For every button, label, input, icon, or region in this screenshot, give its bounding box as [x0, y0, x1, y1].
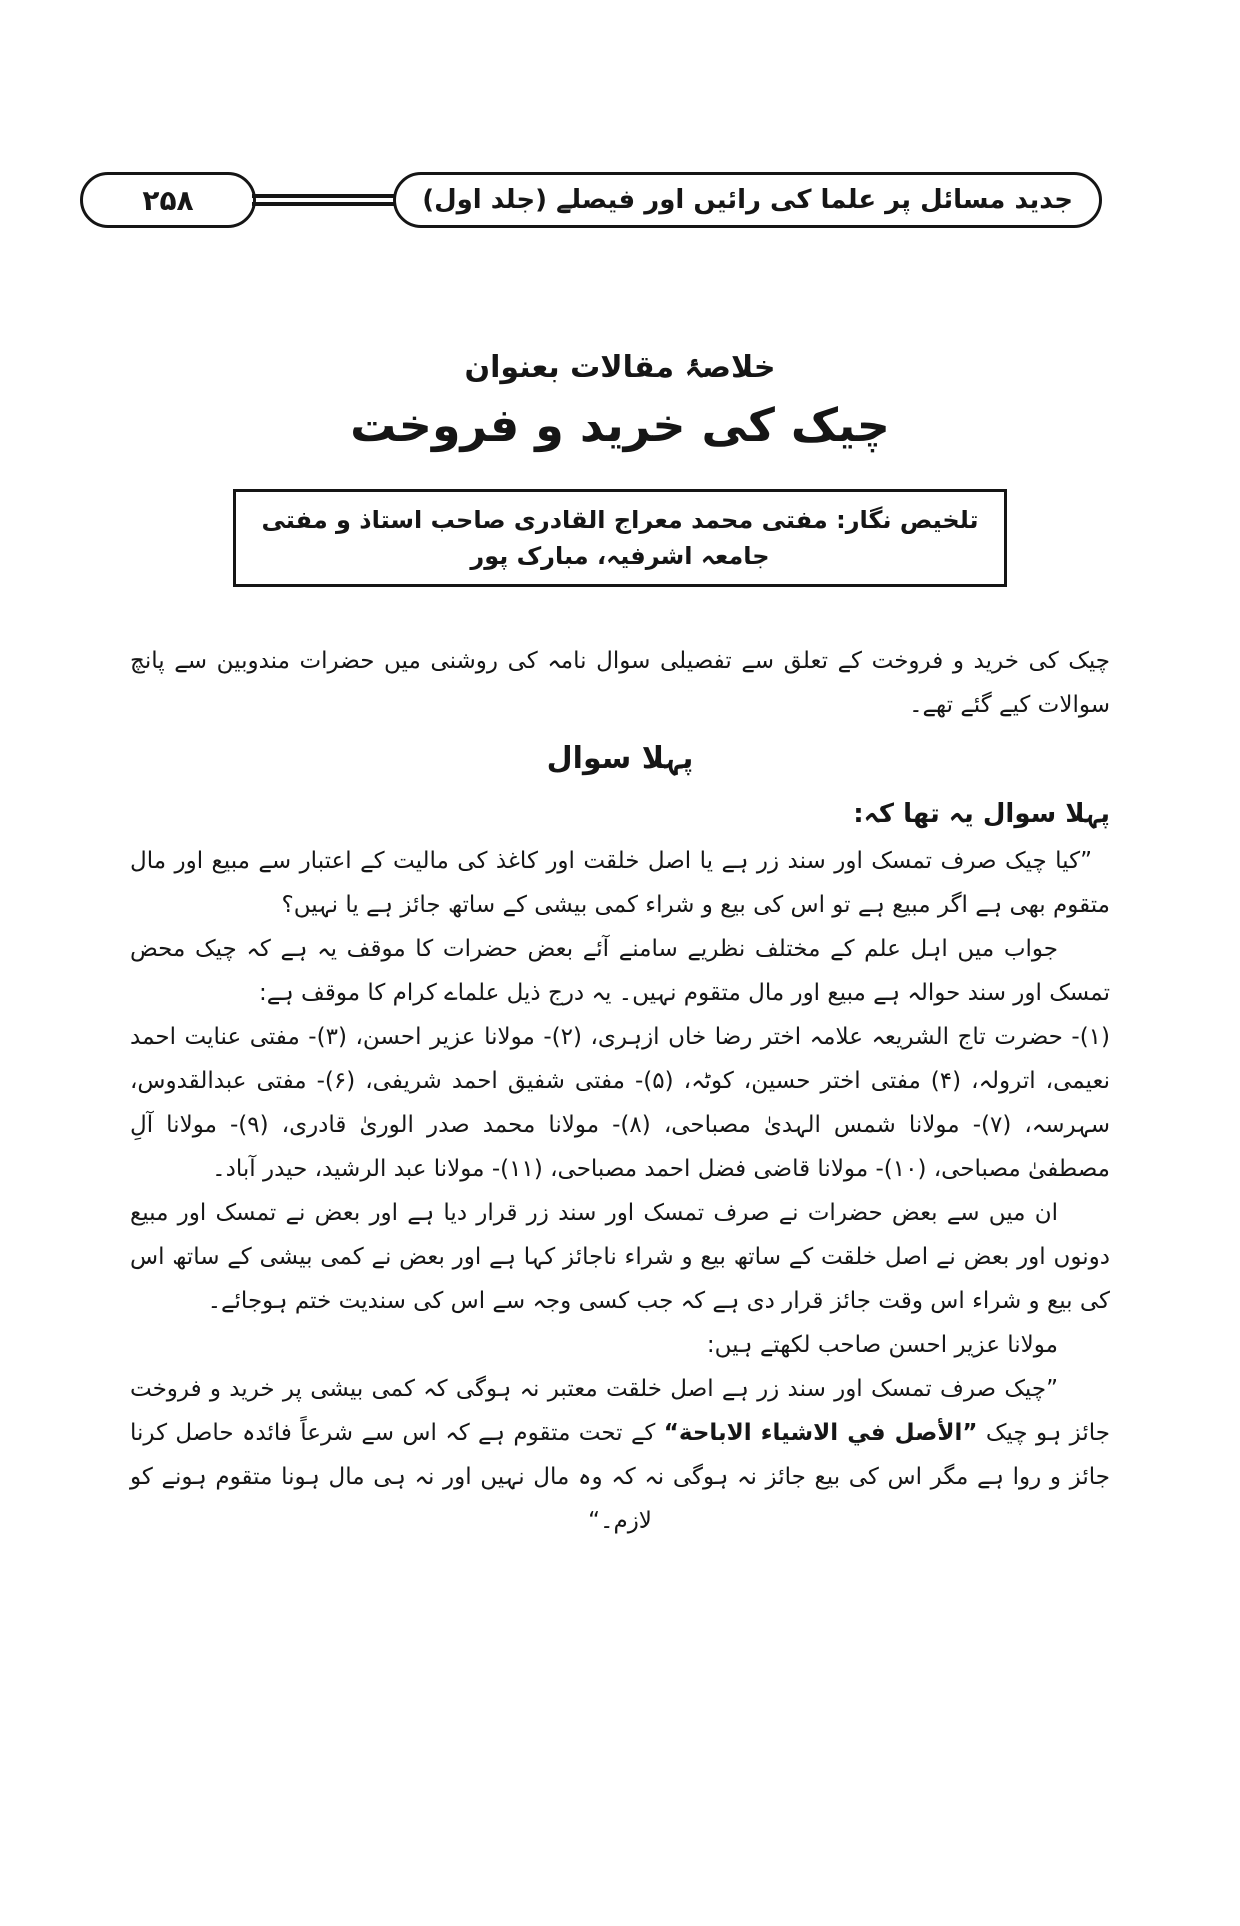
article-title: چیک کی خرید و فروخت: [350, 398, 890, 452]
quote-part1: ”چیک صرف تمسک اور سند زر ہے اصل خلقت معتبر نہ ہوگی کہ کمی بیشی پر خرید و فروخت جائز ہو چیک: [130, 1375, 1110, 1446]
article-kicker: خلاصۂ مقالات بعنوان: [464, 350, 776, 385]
article-body: [130, 639, 1110, 1543]
answer-intro-paragraph: جواب میں اہل علم کے مختلف نظریے سامنے آئے بعض حضرات کا موقف یہ ہے کہ چیک محض تمسک اور سند حوالہ ہے مبیع اور مال متقوم نہیں۔ یہ درج ذیل علماے کرام کا موقف ہے:: [130, 935, 1110, 1006]
byline-text: تلخیص نگار: مفتی محمد معراج القادری صاحب استاذ و مفتی جامعہ اشرفیہ، مبارک پور: [261, 505, 979, 570]
quote-attribution: مولانا عزیر احسن صاحب لکھتے ہیں:: [706, 1331, 1058, 1358]
page-number: ۲۵۸: [142, 183, 194, 217]
scholars-list-paragraph: (۱)- حضرت تاج الشریعہ علامہ اختر رضا خاں ازہری، (۲)- مولانا عزیر احسن، (۳)- مفتی عنایت احمد نعیمی، اترولہ، (۴) مفتی اختر حسین، کوٹہ، (۵)- مفتی شفیق احمد شریفی، (۶)- مفتی عبدالقدوس، سہرسہ، (۷)- مولانا شمس الہدیٰ مصباحی، (۸)- مولانا محمد صدر الوریٰ قادری، (۹)- مولانا آلِ مصطفیٰ مصباحی، (۱۰)- مولانا قاضی فضل احمد مصباحی، (۱۱)- مولانا عبد الرشید، حیدر آباد۔: [130, 1023, 1111, 1182]
title-block: [0, 348, 1240, 587]
section-heading: پہلا سوال: [546, 740, 694, 776]
page-number-badge: [80, 172, 256, 228]
question-label: پہلا سوال یہ تھا کہ:: [853, 798, 1110, 829]
arabic-maxim: ”الأصل في الاشياء الاباحة“: [663, 1419, 978, 1446]
intro-paragraph: چیک کی خرید و فروخت کے تعلق سے تفصیلی سوال نامہ کی روشنی میں حضرات مندوبین سے پانچ سوالات کیے گئے تھے۔: [130, 647, 1110, 718]
book-page: [0, 172, 1240, 1926]
question-paragraph: ”کیا چیک صرف تمسک اور سند زر ہے یا اصل خلقت اور کاغذ کی مالیت کے اعتبار سے مبیع اور مال متقوم بھی ہے اگر مبیع ہے تو اس کی بیع و شراء کمی بیشی کے ساتھ جائز ہے یا نہیں؟: [130, 847, 1110, 918]
opinions-summary-paragraph: ان میں سے بعض حضرات نے صرف تمسک اور سند زر قرار دیا ہے اور بعض نے تمسک اور مبیع دونوں اور بعض نے اصل خلقت کے ساتھ بیع و شراء ناجائز کہا ہے اور بعض نے کمی بیشی کے ساتھ اس کی بیع و شراء اس وقت جائز قرار دی ہے کہ جب کسی وجہ سے اس کی سندیت ختم ہوجائے۔: [130, 1199, 1110, 1314]
byline-box: [233, 489, 1007, 587]
book-title-badge: [393, 172, 1102, 228]
book-title: جدید مسائل پر علما کی رائیں اور فیصلے (جلد اول): [422, 185, 1073, 215]
page-header: [0, 172, 1240, 228]
quote-paragraph: [130, 1367, 1110, 1543]
header-rule: [252, 194, 397, 206]
quote-part2: کے تحت متقوم ہے کہ اس سے شرعاً فائدہ حاصل کرنا جائز و روا ہے مگر اس کی بیع جائز نہ ہوگی نہ کہ وہ مال نہیں اور نہ ہی مال ہونا متقوم ہونے کو لازم۔“: [130, 1419, 1110, 1534]
